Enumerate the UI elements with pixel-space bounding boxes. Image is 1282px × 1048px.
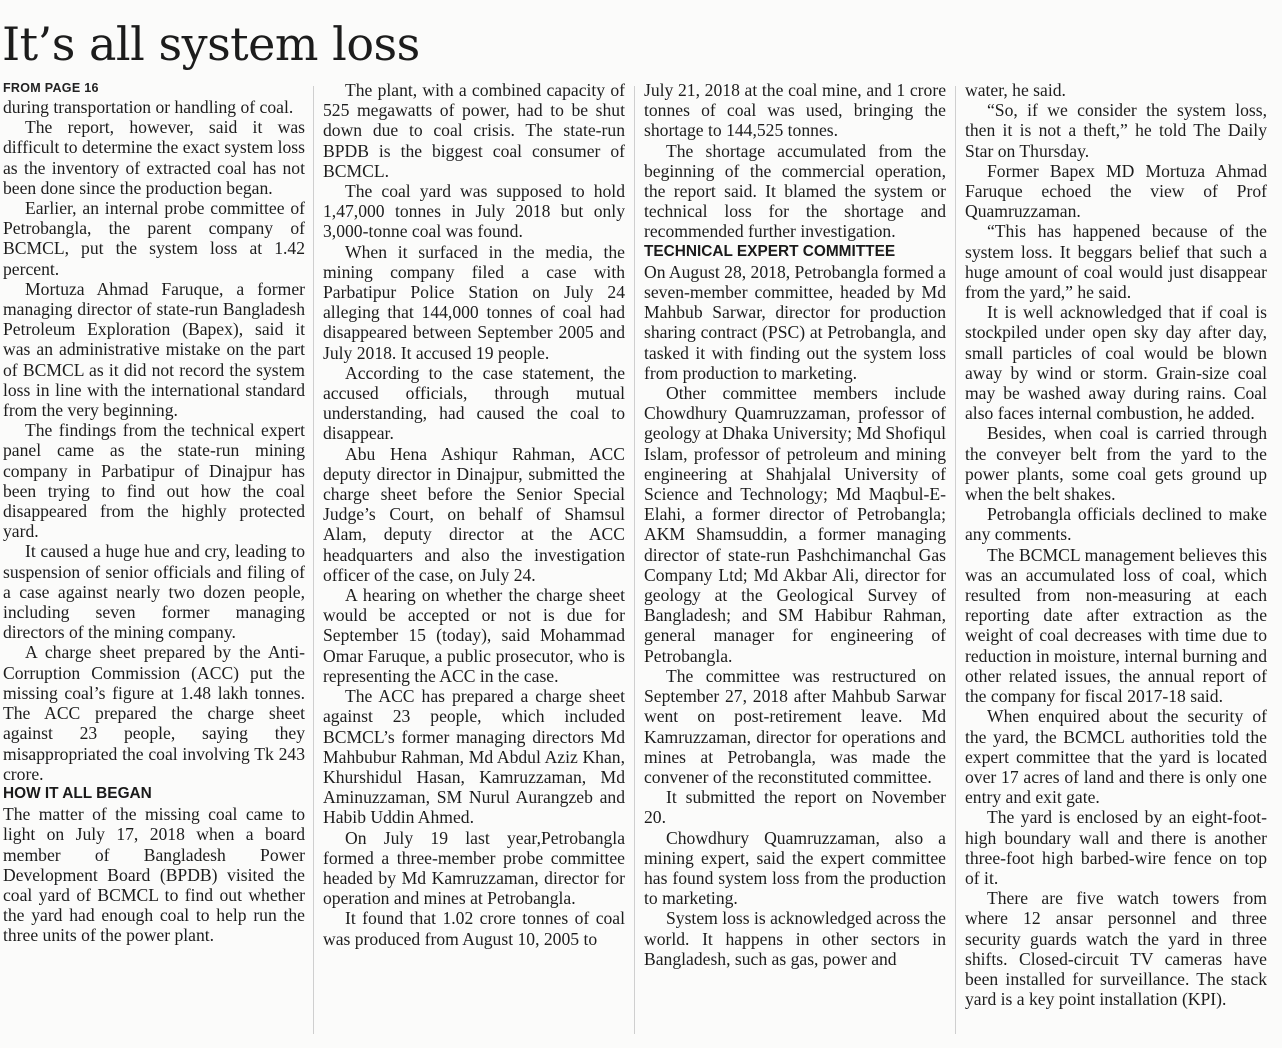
article-paragraph: Petrobangla officials declined to make any comments.	[965, 504, 1267, 545]
column-divider	[955, 86, 956, 1034]
article-paragraph: The coal yard was supposed to hold 1,47,000 tonnes in July 2018 but only 3,000-tonne coal was found.	[323, 181, 625, 242]
article-paragraph: “This has happened because of the system loss. It beggars belief that such a huge amount of coal would just disappear from the yard,” he said.	[965, 221, 1267, 303]
article-paragraph: On July 19 last year,Petrobangla formed a three-member probe committee headed by Md Kamruzzaman, director for operation and mines at Petrobangla.	[323, 827, 625, 909]
column-divider	[313, 86, 314, 1034]
article-paragraph: “So, if we consider the system loss, then it is not a theft,” he told The Daily Star on Thursday.	[965, 100, 1267, 161]
article-paragraph: The ACC has prepared a charge sheet against 23 people, which included BCMCL’s former managing directors Md Mahbubur Rahman, Md Abdul Aziz Khan, Khurshidul Hasan, Kamruzzaman, Md Aminuzzaman, SM Nurul Aurangzeb and Habib Uddin Ahmed.	[323, 686, 625, 828]
article-paragraph: July 21, 2018 at the coal mine, and 1 crore tonnes of coal was used, bringing the shortage to 144,525 tonnes.	[644, 80, 946, 141]
article-paragraph: Former Bapex MD Mortuza Ahmad Faruque echoed the view of Prof Quamruzzaman.	[965, 160, 1267, 222]
section-heading: HOW IT ALL BEGAN	[3, 784, 152, 802]
article-paragraph: Besides, when coal is carried through the conveyer belt from the yard to the power plants, some coal gets ground up when the belt shakes.	[965, 423, 1267, 505]
article-paragraph: during transportation or handling of coal.	[3, 97, 294, 117]
article-paragraph: It caused a huge hue and cry, leading to suspension of senior officials and filing of a case against nearly two dozen people, including seven former managing directors of the mining company.	[3, 541, 305, 643]
article-paragraph: When enquired about the security of the yard, the BCMCL authorities told the expert committee that the yard is located over 17 acres of land and there is only one entry and exit gate.	[965, 706, 1267, 808]
article-column-3	[644, 80, 946, 1040]
article-paragraph: Other committee members include Chowdhury Quamruzzaman, professor of geology at Dhaka University; Md Shofiqul Islam, professor of petroleum and mining engineering at Shahjalal University of Science and Technology; Md Maqbul-E-Elahi, a former director of Petrobangla; AKM Shamsuddin, a former managing director of state-run Pashchimanchal Gas Company Ltd; Md Akbar Ali, director for geology at the Geological Survey of Bangladesh; and SM Habibur Rahman, general manager for engineering of Petrobangla.	[644, 383, 946, 666]
article-paragraph: There are five watch towers from where 12 ansar personnel and three security guards watch the yard in three shifts. Closed-circuit TV cameras have been installed for surveillance. The stack yard is a key point installation (KPI).	[965, 888, 1267, 1010]
article-paragraph: The BCMCL management believes this was an accumulated loss of coal, which resulted from non-measuring at each reporting date after extraction as the weight of coal decreases with time due to reduction in moisture, internal burning and other related issues, the annual report of the company for fiscal 2017-18 said.	[965, 544, 1267, 707]
article-paragraph: The report, however, said it was difficult to determine the exact system loss as the inventory of extracted coal has not been done since the production began.	[3, 117, 305, 198]
article-column-2	[323, 80, 625, 1040]
article-paragraph: On August 28, 2018, Petrobangla formed a seven-member committee, headed by Md Mahbub Sarwar, director for production sharing contract (PSC) at Petrobangla, and tasked it with finding out the system loss from production to marketing.	[644, 261, 946, 383]
article-paragraph: The matter of the missing coal came to light on July 17, 2018 when a board member of Bangladesh Power Development Board (BPDB) visited the coal yard of BCMCL to find out whether the yard had enough coal to help run the three units of the power plant.	[3, 804, 305, 946]
article-paragraph: System loss is acknowledged across the world. It happens in other sectors in Bangladesh, such as gas, power and	[644, 908, 946, 969]
article-paragraph: The shortage accumulated from the beginning of the commercial operation, the report said. It blamed the system or technical loss for the shortage and recommended further investigation.	[644, 140, 946, 242]
article-paragraph: It is well acknowledged that if coal is stockpiled under open sky day after day, small particles of coal would be blown away by wind or storm. Grain-size coal may be washed away during rains. Coal also faces internal combustion, he added.	[965, 302, 1267, 424]
headline: It’s all system loss	[2, 17, 420, 71]
article-paragraph: According to the case statement, the accused officials, through mutual understanding, had caused the coal to disappear.	[323, 362, 625, 444]
article-paragraph: Mortuza Ahmad Faruque, a former managing director of state-run Bangladesh Petroleum Exploration (Bapex), said it was an administrative mistake on the part of BCMCL as it did not record the system loss in line with the international standard from the very beginning.	[3, 278, 305, 421]
article-paragraph: A charge sheet prepared by the Anti-Corruption Commission (ACC) put the missing coal’s figure at 1.48 lakh tonnes. The ACC prepared the charge sheet against 23 people, saying they misappropriated the coal involving Tk 243 crore.	[3, 642, 305, 784]
article-paragraph: Chowdhury Quamruzzaman, also a mining expert, said the expert committee has found system loss from the production to marketing.	[644, 827, 946, 909]
section-heading: TECHNICAL EXPERT COMMITTEE	[644, 242, 896, 260]
article-paragraph: The yard is enclosed by an eight-foot-high boundary wall and there is another three-foot high barbed-wire fence on top of it.	[965, 807, 1267, 888]
article-paragraph: The committee was restructured on September 27, 2018 after Mahbub Sarwar went on post-retirement leave. Md Kamruzzaman, director for operations and mines at Petrobangla, was made the convener of the reconstituted committee.	[644, 665, 946, 787]
article-paragraph: The findings from the technical expert panel came as the state-run mining company in Parbatipur of Dinajpur has been trying to find out how the coal disappeared from the highly protected yard.	[3, 420, 305, 542]
article-paragraph: It found that 1.02 crore tonnes of coal was produced from August 10, 2005 to	[323, 908, 625, 949]
continuation-label: FROM PAGE 16	[3, 81, 99, 95]
article-paragraph: It submitted the report on November 20.	[644, 787, 946, 828]
article-column-1	[3, 80, 305, 1040]
article-paragraph: When it surfaced in the media, the mining company filed a case with Parbatipur Police Station on July 24 alleging that 144,000 tonnes of coal had disappeared between September 2005 and July 2018. It accused 19 people.	[323, 241, 625, 363]
article-paragraph: Earlier, an internal probe committee of Petrobangla, the parent company of BCMCL, put the system loss at 1.42 percent.	[3, 198, 305, 279]
article-paragraph: The plant, with a combined capacity of 525 megawatts of power, had to be shut down due to coal crisis. The state-run BPDB is the biggest coal consumer of BCMCL.	[323, 80, 625, 181]
article-paragraph: Abu Hena Ashiqur Rahman, ACC deputy director in Dinajpur, submitted the charge sheet before the Senior Special Judge’s Court, on behalf of Shamsul Alam, deputy director at the ACC headquarters and also the investigation officer of the case, on July 24.	[323, 443, 625, 585]
article-column-4	[965, 80, 1267, 1040]
article-paragraph: water, he said.	[965, 80, 1066, 100]
article-paragraph: A hearing on whether the charge sheet would be accepted or not is due for September 15 (today), said Mohammad Omar Faruque, a public prosecutor, who is representing the ACC in the case.	[323, 585, 625, 686]
column-divider	[634, 86, 635, 1034]
